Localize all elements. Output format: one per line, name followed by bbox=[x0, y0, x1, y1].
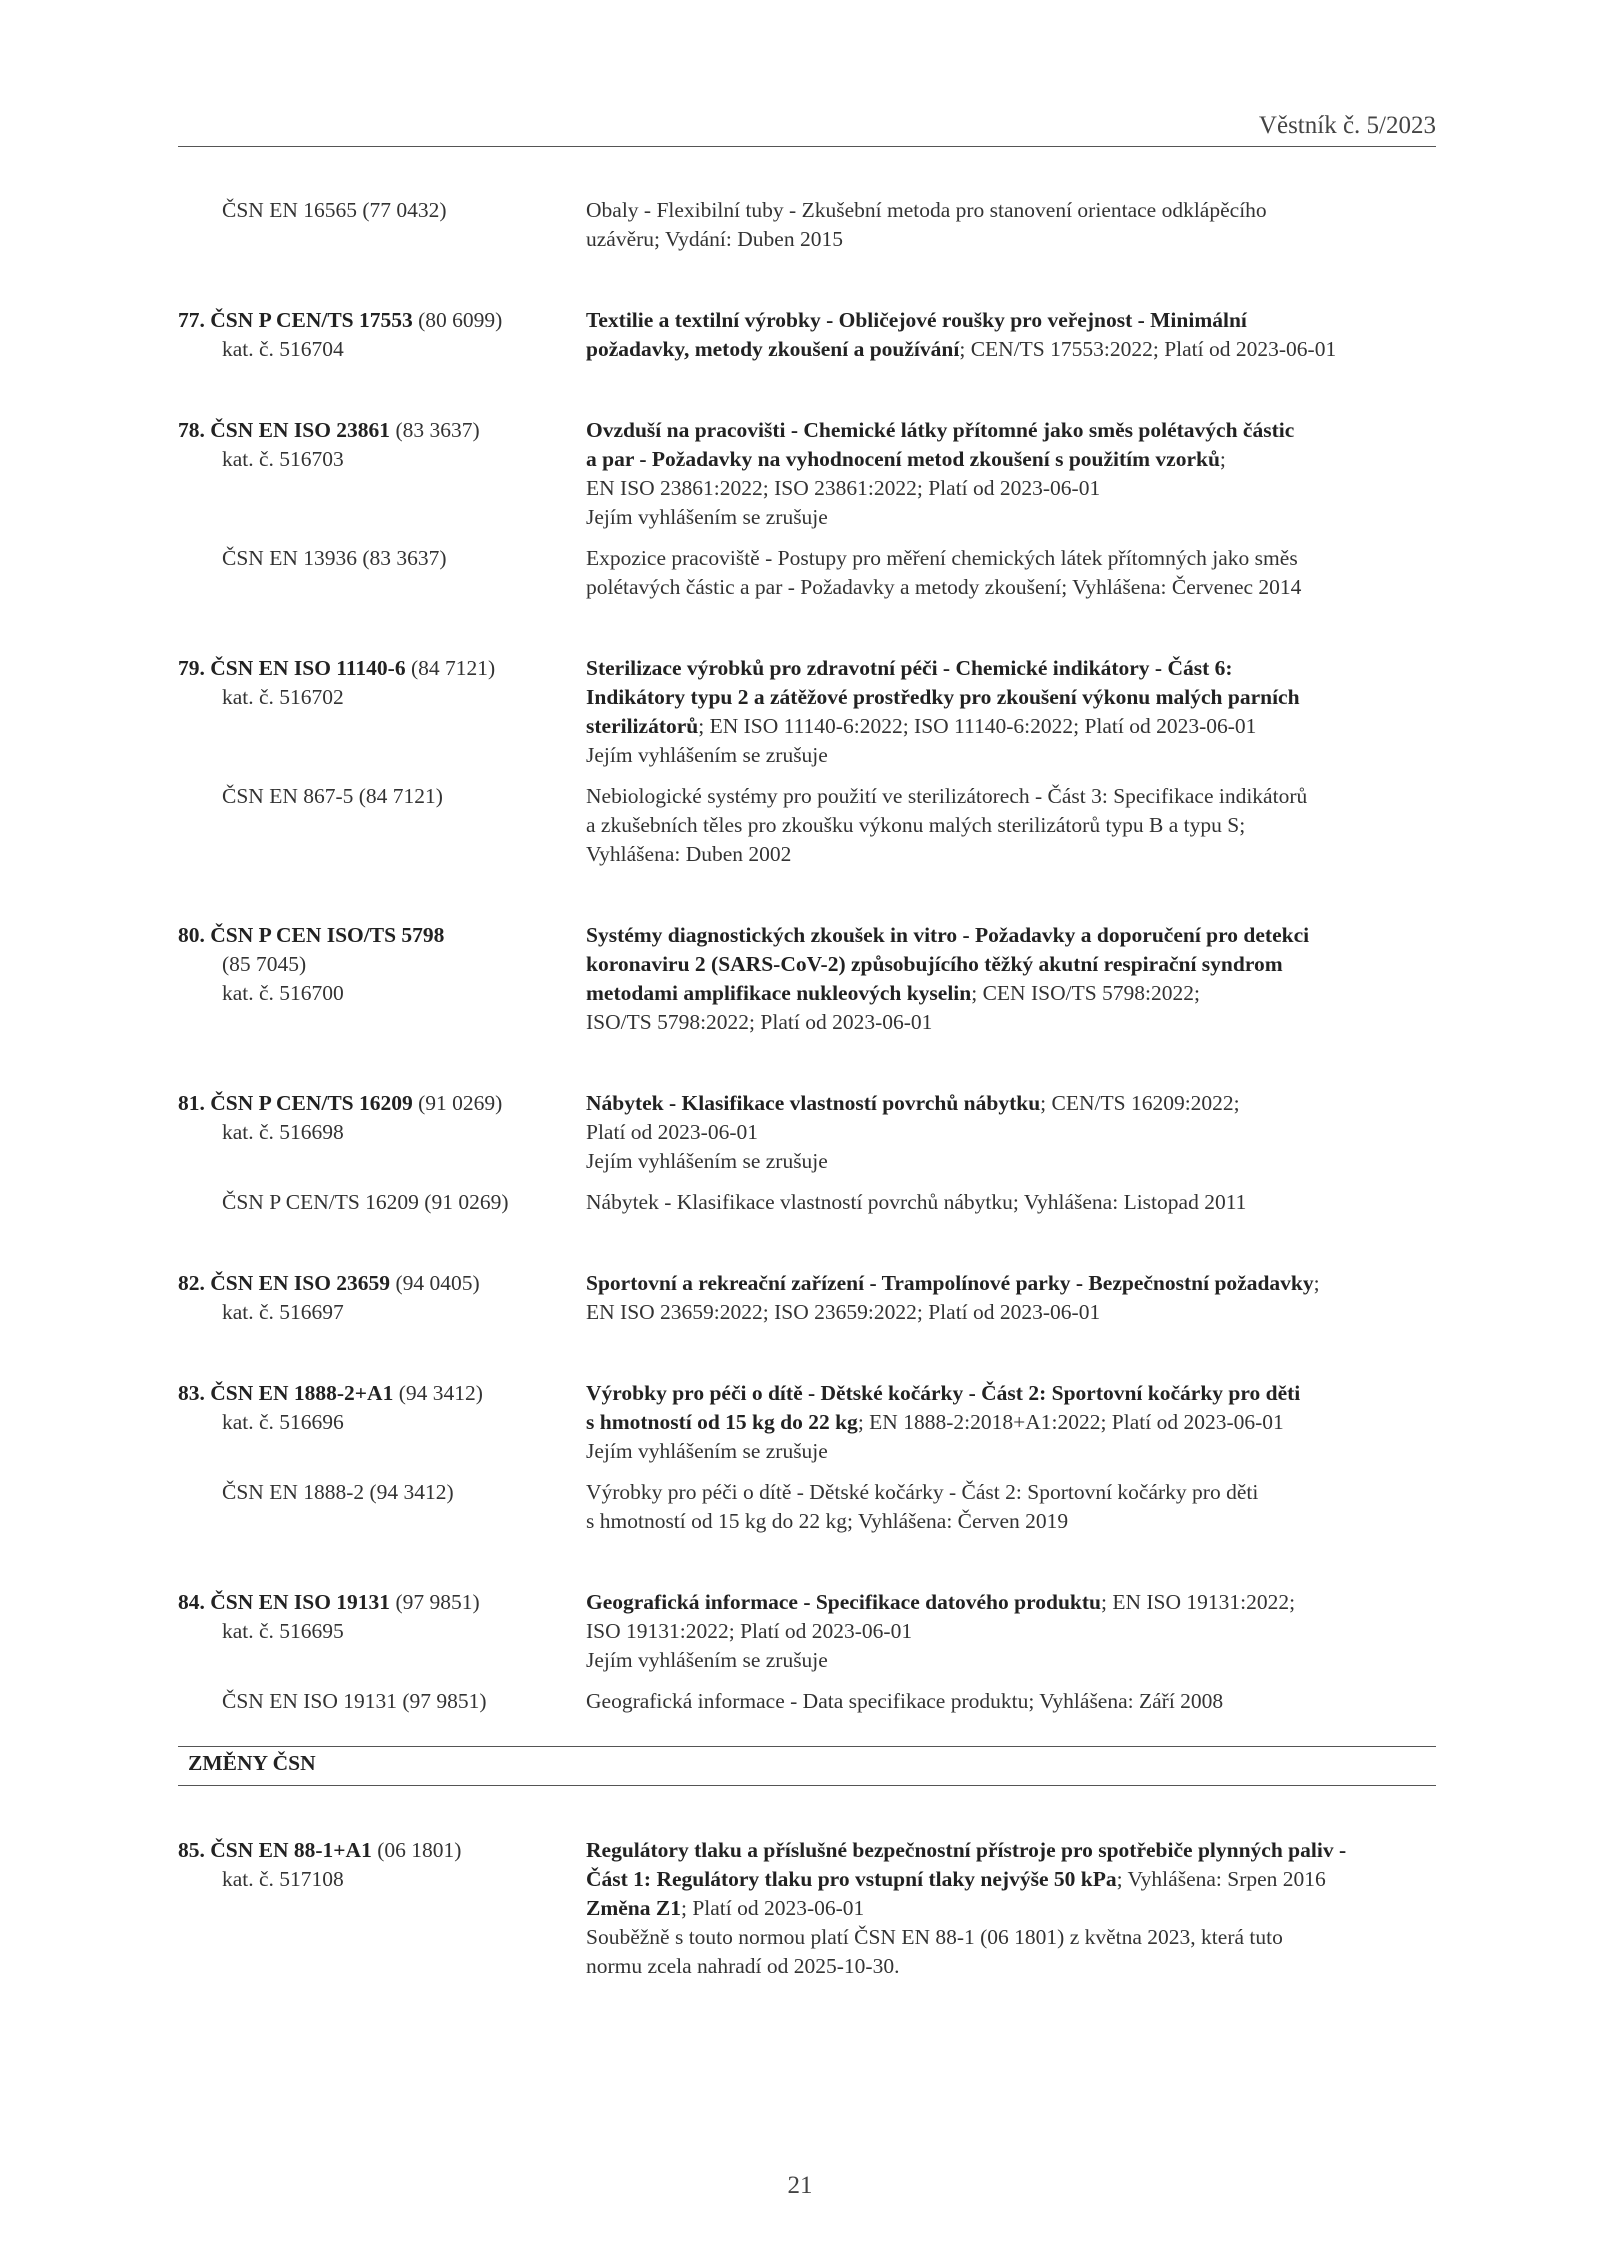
journal-title: Věstník č. 5/2023 bbox=[1258, 112, 1436, 139]
list-item bbox=[178, 1379, 1436, 1536]
withdrawn-code: ČSN EN 1888-2 (94 3412) bbox=[222, 1480, 454, 1504]
list-item bbox=[178, 921, 1436, 1037]
page-number: 21 bbox=[787, 2172, 813, 2199]
withdrawn-description: Geografická informace - Data specifikace produktu; Vyhlášena: Září 2008 bbox=[586, 1689, 1224, 1713]
standard-description: Systémy diagnostických zkoušek in vitro - Požadavky a doporučení pro detekci koronaviru 2 (SARS-CoV-2) způsobujícího těžký akutní respirační syndrom metodami amplifikace nukleových kyselin; CEN ISO/TS 5798:2022; ISO/TS 5798:2022; Platí od 2023-06-01 bbox=[586, 923, 1310, 1034]
withdrawn-code: ČSN EN 16565 (77 0432) bbox=[222, 198, 447, 222]
standards-list bbox=[178, 196, 1436, 2033]
standard-description: Sportovní a rekreační zařízení - Trampolínové parky - Bezpečnostní požadavky; EN ISO 23659:2022; ISO 23659:2022; Platí od 2023-06-01 bbox=[586, 1271, 1320, 1324]
standard-description: Výrobky pro péči o dítě - Dětské kočárky - Část 2: Sportovní kočárky pro děti s hmotností od 15 kg do 22 kg; EN 1888-2:2018+A1:2022; Platí od 2023-06-01 Jejím vyhlášením se zrušuje bbox=[586, 1381, 1301, 1463]
standard-id: 78. ČSN EN ISO 23861 (83 3637) kat. č. 516703 bbox=[178, 418, 480, 471]
standard-description: Sterilizace výrobků pro zdravotní péči - Chemické indikátory - Část 6: Indikátory typu 2 a zátěžové prostředky pro zkoušení výkonu malých parních sterilizátorů; EN ISO 11140-6:2022; ISO 11140-6:2022; Platí od 2023-06-01 Jejím vyhlášením se zrušuje bbox=[586, 656, 1300, 767]
withdrawn-row bbox=[178, 196, 1436, 254]
standard-description: Nábytek - Klasifikace vlastností povrchů nábytku; CEN/TS 16209:2022; Platí od 2023-06-01 Jejím vyhlášením se zrušuje bbox=[586, 1091, 1240, 1173]
standard-id: 81. ČSN P CEN/TS 16209 (91 0269) kat. č. 516698 bbox=[178, 1091, 503, 1144]
list-item bbox=[178, 1588, 1436, 1716]
standard-description: Regulátory tlaku a příslušné bezpečnostní přístroje pro spotřebiče plynných paliv - Část 1: Regulátory tlaku pro vstupní tlaky nejvýše 50 kPa; Vyhlášena: Srpen 2016 Změna Z1; Platí od 2023-06-01 Souběžně s touto normou platí ČSN EN 88-1 (06 1801) z května 2023, která tuto normu zcela nahradí od 2025-10-30. bbox=[586, 1838, 1347, 1978]
standard-description: Ovzduší na pracovišti - Chemické látky přítomné jako směs polétavých částic a par - Požadavky na vyhodnocení metod zkoušení s použitím vzorků; EN ISO 23861:2022; ISO 23861:2022; Platí od 2023-06-01 Jejím vyhlášením se zrušuje bbox=[586, 418, 1295, 529]
standard-description: Geografická informace - Specifikace datového produktu; EN ISO 19131:2022; ISO 19131:2022; Platí od 2023-06-01 Jejím vyhlášením se zrušuje bbox=[586, 1590, 1296, 1672]
list-item bbox=[178, 654, 1436, 869]
standard-id: 84. ČSN EN ISO 19131 (97 9851) kat. č. 516695 bbox=[178, 1590, 480, 1643]
withdrawn-description: Nábytek - Klasifikace vlastností povrchů nábytku; Vyhlášena: Listopad 2011 bbox=[586, 1190, 1247, 1214]
list-item bbox=[178, 196, 1436, 254]
page-header bbox=[178, 108, 1436, 147]
list-item bbox=[178, 1089, 1436, 1217]
withdrawn-description: Expozice pracoviště - Postupy pro měření chemických látek přítomných jako směs polétavých částic a par - Požadavky a metody zkoušení; Vyhlášena: Červenec 2014 bbox=[586, 546, 1302, 599]
withdrawn-row bbox=[178, 1188, 1436, 1217]
standard-id: 82. ČSN EN ISO 23659 (94 0405) kat. č. 516697 bbox=[178, 1271, 480, 1324]
withdrawn-row bbox=[178, 544, 1436, 602]
standard-id: 83. ČSN EN 1888-2+A1 (94 3412) kat. č. 516696 bbox=[178, 1381, 483, 1434]
withdrawn-row bbox=[178, 782, 1436, 869]
withdrawn-code: ČSN EN 867-5 (84 7121) bbox=[222, 784, 443, 808]
section-header bbox=[178, 1746, 1436, 1786]
withdrawn-code: ČSN P CEN/TS 16209 (91 0269) bbox=[222, 1190, 509, 1214]
standard-id: 79. ČSN EN ISO 11140-6 (84 7121) kat. č. 516702 bbox=[178, 656, 496, 709]
list-item bbox=[178, 416, 1436, 602]
withdrawn-description: Nebiologické systémy pro použití ve sterilizátorech - Část 3: Specifikace indikátorů a zkušebních těles pro zkoušku výkonu malých sterilizátorů typu B a typu S; Vyhlášena: Duben 2002 bbox=[586, 784, 1308, 866]
withdrawn-row bbox=[178, 1478, 1436, 1536]
list-item bbox=[178, 1269, 1436, 1327]
withdrawn-description: Výrobky pro péči o dítě - Dětské kočárky - Část 2: Sportovní kočárky pro děti s hmotností od 15 kg do 22 kg; Vyhlášena: Červen 2019 bbox=[586, 1480, 1259, 1533]
withdrawn-code: ČSN EN 13936 (83 3637) bbox=[222, 546, 447, 570]
withdrawn-row bbox=[178, 1687, 1436, 1716]
standard-id: 80. ČSN P CEN ISO/TS 5798 (85 7045) kat. č. 516700 bbox=[178, 923, 445, 1005]
section-title: ZMĚNY ČSN bbox=[188, 1751, 316, 1775]
standard-description: Textilie a textilní výrobky - Obličejové roušky pro veřejnost - Minimální požadavky, metody zkoušení a používání; CEN/TS 17553:2022; Platí od 2023-06-01 bbox=[586, 308, 1337, 361]
standard-id: 85. ČSN EN 88-1+A1 (06 1801) kat. č. 517108 bbox=[178, 1838, 462, 1891]
list-item bbox=[178, 1836, 1436, 1981]
withdrawn-description: Obaly - Flexibilní tuby - Zkušební metoda pro stanovení orientace odklápěcího uzávěru; Vydání: Duben 2015 bbox=[586, 198, 1267, 251]
list-item bbox=[178, 306, 1436, 364]
standard-id: 77. ČSN P CEN/TS 17553 (80 6099) kat. č. 516704 bbox=[178, 308, 503, 361]
withdrawn-code: ČSN EN ISO 19131 (97 9851) bbox=[222, 1689, 487, 1713]
